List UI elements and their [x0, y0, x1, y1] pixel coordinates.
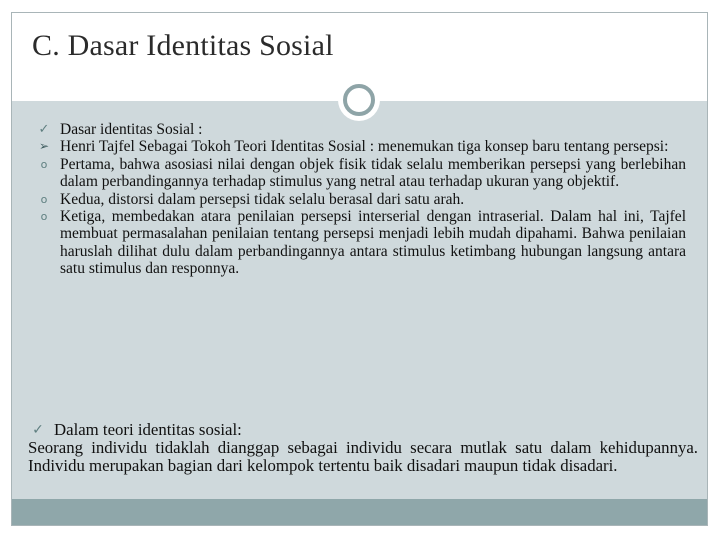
circle-bullet-icon: o — [40, 157, 48, 171]
footer-band — [12, 499, 707, 525]
ring-ornament-icon — [338, 79, 380, 121]
checkmark-icon: ✓ — [38, 122, 50, 137]
item-text: Henri Tajfel Sebagai Tokoh Teori Identitas Sosial : menemukan tiga konsep baru tentang persepsi: — [60, 138, 669, 156]
list-item — [34, 156, 686, 191]
checkmark-icon: ✓ — [32, 422, 44, 438]
item-text: Ketiga, membedakan atara penilaian persepsi interserial dengan intraserial. Dalam hal ini, Tajfel membuat permasalahan penilaian tentang persepsi menjadi lebih mudah dipahami. Bahwa penilaian haruslah dilihat dulu dalam perbandingannya antara stimulus ketimbang hubungan langsung antara satu stimulus dan responnya. — [60, 208, 686, 278]
list-item — [34, 191, 686, 208]
slide-title: C. Dasar Identitas Sosial — [32, 29, 334, 62]
theory-paragraph: Seorang individu tidaklah dianggap sebagai individu secara mutlak satu dalam kehidupannya. Individu merupakan bagian dari kelompok tertentu baik disadari maupun tidak disadari. — [28, 438, 698, 475]
bullet-list — [34, 121, 686, 278]
circle-bullet-icon: o — [40, 210, 48, 224]
arrow-bullet-icon: ➢ — [38, 139, 50, 154]
item-text: Dasar identitas Sosial : — [60, 121, 203, 138]
heading-text: Dalam teori identitas sosial: — [54, 420, 242, 439]
list-item — [34, 208, 686, 278]
circle-bullet-icon: o — [40, 192, 48, 206]
theory-section — [28, 421, 698, 475]
item-text: Pertama, bahwa asosiasi nilai dengan objek fisik tidak selalu memberikan persepsi yang berlebihan dalam perbandingannya terhadap stimulus yang netral atau terhadap ukuran yang objektif. — [60, 155, 686, 191]
item-text: Kedua, distorsi dalam persepsi tidak selalu berasal dari satu arah. — [60, 190, 465, 208]
section-heading — [28, 421, 698, 439]
list-item — [34, 138, 686, 155]
ring-inner — [343, 84, 375, 116]
list-item — [34, 121, 686, 138]
slide — [11, 12, 708, 526]
